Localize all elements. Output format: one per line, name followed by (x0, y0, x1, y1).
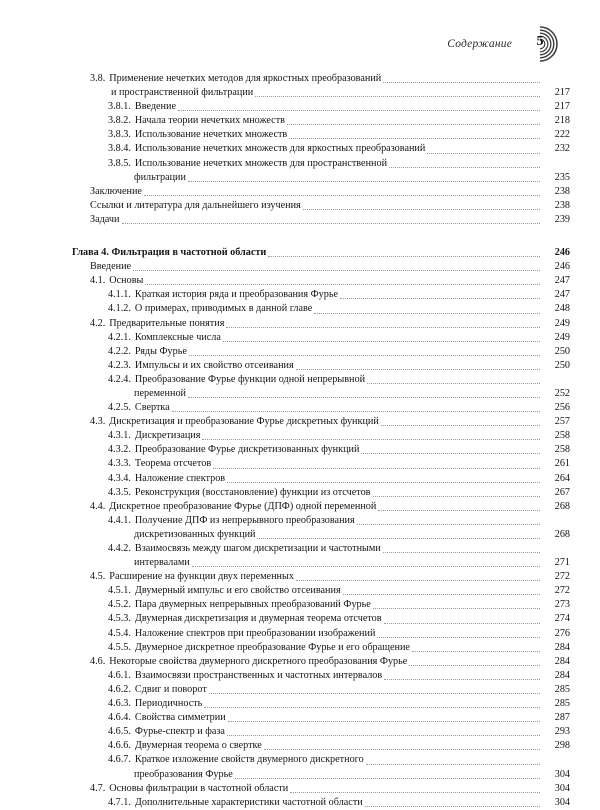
page-number: 5 (536, 34, 544, 49)
dot-leader (427, 152, 540, 154)
toc-entry-page: 218 (554, 115, 570, 127)
toc-entry-title: Использование нечетких множеств для яркостных преобразований (134, 143, 426, 155)
toc-entry[interactable] (0, 302, 570, 316)
toc-entry-title: Заключение (90, 185, 142, 197)
toc-entry-page: 235 (554, 171, 570, 183)
toc-entry-page: 285 (554, 683, 570, 695)
toc-entry[interactable] (0, 185, 570, 199)
toc-entry-page: 247 (554, 289, 570, 301)
toc-entry-page: 217 (554, 101, 570, 113)
toc-entry-title: Теорема отсчетов (134, 458, 212, 470)
toc-entry-body (90, 570, 542, 584)
toc-entry-number: 3.8.2. (108, 115, 131, 127)
dot-leader (367, 382, 540, 384)
toc-entry[interactable] (0, 86, 570, 100)
toc-entry-title: Двумерная теорема о свертке (134, 740, 262, 752)
dot-leader (188, 396, 540, 398)
toc-entry-body (108, 753, 542, 767)
toc-entry-page: 284 (554, 641, 570, 653)
toc-entry-page: 272 (554, 585, 570, 597)
toc-entry-number: 4.6.4. (108, 712, 131, 724)
dot-leader (303, 208, 540, 210)
toc-entry-page: 271 (554, 557, 570, 569)
toc-entry[interactable] (0, 697, 570, 711)
dot-leader (122, 222, 541, 224)
dot-leader (373, 495, 541, 497)
dot-leader (377, 636, 540, 638)
toc-entry-title: Дискретное преобразование Фурье (ДПФ) одной переменной (109, 500, 377, 512)
toc-entry-title: Свойства симметрии (134, 712, 226, 724)
toc-entry-body (90, 500, 542, 514)
toc-entry-body (108, 627, 542, 641)
toc-entry-page: 238 (554, 199, 570, 211)
toc-entry[interactable] (0, 584, 570, 598)
dot-leader (257, 537, 540, 539)
toc-entry[interactable] (0, 753, 570, 767)
toc-entry-body (90, 317, 542, 331)
dot-leader (255, 95, 540, 97)
toc-entry-body (108, 373, 542, 387)
dot-leader (343, 593, 540, 595)
toc-entry-number: 4.2.4. (108, 373, 131, 385)
toc-entry-body (90, 655, 542, 669)
toc-entry-body (108, 683, 542, 697)
dot-leader (378, 509, 540, 511)
toc-entry-body (108, 669, 542, 683)
toc-entry[interactable] (0, 373, 570, 387)
toc-entry-body (90, 274, 542, 288)
toc-entry-title: Глава 4. Фильтрация в частотной области (72, 247, 267, 259)
dot-leader (296, 368, 540, 370)
toc-entry-number: 4.5. (90, 571, 106, 583)
toc-entry[interactable] (0, 359, 570, 373)
toc-entry-page: 293 (554, 726, 570, 738)
dot-leader (314, 312, 540, 314)
toc-entry-body (108, 739, 542, 753)
toc-entry[interactable] (0, 472, 570, 486)
toc-entry[interactable] (0, 331, 570, 345)
dot-leader (357, 523, 540, 525)
toc-entry[interactable] (0, 345, 570, 359)
table-of-contents (0, 72, 600, 810)
toc-entry-title: О примерах, приводимых в данной главе (134, 303, 313, 315)
toc-entry-number: 4.5.4. (108, 627, 131, 639)
dot-leader (340, 297, 540, 299)
toc-entry-number: 4.1.2. (108, 303, 131, 315)
running-head-title: Содержание (447, 38, 512, 50)
toc-entry-title: Применение нечетких методов для яркостных преобразований (109, 73, 382, 84)
toc-entry[interactable] (0, 142, 570, 156)
toc-entry-page: 273 (554, 599, 570, 611)
toc-entry-title: Дополнительные характеристики частотной области (134, 796, 363, 808)
toc-entry-body (108, 128, 542, 142)
toc-entry-body (134, 387, 542, 401)
toc-entry-title: Дискретизация (134, 430, 201, 442)
toc-entry-number: 4.2.1. (108, 331, 131, 343)
toc-entry-title: Двумерный импульс и его свойство отсеивания (134, 585, 341, 597)
toc-entry-body (108, 612, 542, 626)
toc-entry-body (72, 246, 542, 260)
toc-entry-number: 4.6.6. (108, 740, 131, 752)
toc-entry[interactable] (0, 768, 570, 782)
toc-entry-page: 258 (554, 430, 570, 442)
toc-entry-body (108, 114, 542, 128)
toc-entry[interactable] (0, 641, 570, 655)
toc-entry-page: 247 (554, 275, 570, 287)
dot-leader (227, 481, 540, 483)
toc-entry-number: 3.8.5. (108, 157, 131, 169)
section-spacer (0, 227, 570, 246)
toc-entry-title: Реконструкция (восстановление) функции из отсчетов (134, 486, 371, 498)
toc-entry-title: Преобразование Фурье функции одной непрерывной (134, 373, 366, 385)
dot-leader (268, 255, 540, 257)
toc-entry-number: 4.3. (90, 416, 106, 428)
toc-entry-page: 252 (554, 387, 570, 399)
toc-entry-number: 4.6.2. (108, 683, 131, 695)
toc-entry[interactable] (0, 100, 570, 114)
toc-entry-body (108, 725, 542, 739)
folio-ornament (526, 23, 570, 65)
toc-entry-number: 4.3.1. (108, 430, 131, 442)
toc-entry-body (108, 100, 542, 114)
toc-entry-body (108, 486, 542, 500)
toc-entry[interactable] (0, 669, 570, 683)
toc-entry-body (108, 331, 542, 345)
dot-leader (389, 166, 540, 168)
toc-entry-page: 232 (554, 143, 570, 155)
dot-leader (289, 137, 540, 139)
toc-entry-body (108, 457, 542, 471)
toc-entry-page: 239 (554, 213, 570, 225)
dot-leader (228, 720, 540, 722)
toc-entry-body (108, 711, 542, 725)
toc-entry[interactable] (0, 528, 570, 542)
toc-entry-title: Сдвиг и поворот (134, 683, 207, 695)
toc-entry-body (108, 359, 542, 373)
toc-entry-body (108, 697, 542, 711)
toc-entry-number: 3.8.3. (108, 129, 131, 141)
dot-leader (213, 467, 540, 469)
toc-entry-page: 284 (554, 655, 570, 667)
toc-entry-number: 4.2. (90, 317, 106, 329)
toc-entry-title: фильтрации (134, 171, 186, 183)
toc-entry-title: Получение ДПФ из непрерывного преобразования (134, 514, 355, 526)
dot-leader (384, 622, 540, 624)
toc-entry-body (108, 598, 542, 612)
toc-entry[interactable] (0, 429, 570, 443)
toc-entry-number: 4.2.5. (108, 402, 131, 414)
toc-entry-page: 304 (554, 768, 570, 780)
toc-entry[interactable] (0, 739, 570, 753)
toc-entry[interactable] (0, 171, 570, 185)
toc-entry-page: 268 (554, 528, 570, 540)
toc-entry-body (108, 142, 542, 156)
dot-leader (296, 579, 540, 581)
toc-entry[interactable] (0, 612, 570, 626)
toc-entry[interactable] (0, 655, 570, 669)
toc-entry[interactable] (0, 514, 570, 528)
toc-entry-page: 256 (554, 402, 570, 414)
toc-entry-number: 4.3.5. (108, 486, 131, 498)
toc-entry-number: 3.8.4. (108, 143, 131, 155)
toc-entry-title: Двумерное дискретное преобразование Фурье и его обращение (134, 641, 410, 653)
toc-entry-body (90, 782, 542, 796)
toc-entry-title: и пространственной фильтрации (111, 87, 254, 99)
dot-leader (384, 678, 540, 680)
toc-entry-title: Пара двумерных непрерывных преобразований Фурье (134, 599, 371, 611)
toc-entry-page: 258 (554, 444, 570, 456)
toc-entry[interactable] (0, 500, 570, 514)
toc-entry-title: Фурье-спектр и фаза (134, 726, 225, 738)
toc-entry-page: 287 (554, 712, 570, 724)
toc-entry-title: Использование нечетких множеств для пространственной (134, 157, 388, 169)
toc-entry-number: 4.2.3. (108, 359, 131, 371)
toc-entry-number: 4.3.4. (108, 472, 131, 484)
toc-entry[interactable] (0, 401, 570, 415)
toc-entry-title: Введение (134, 101, 176, 113)
toc-entry[interactable] (0, 213, 570, 227)
dot-leader (144, 194, 540, 196)
toc-entry-number: 4.6.1. (108, 669, 131, 681)
toc-entry-title: Начала теории нечетких множеств (134, 115, 285, 127)
toc-entry-page: 261 (554, 458, 570, 470)
dot-leader (366, 763, 540, 765)
toc-entry-body (90, 199, 542, 213)
toc-entry-page: 304 (554, 796, 570, 808)
page-header (447, 22, 570, 66)
toc-entry-page: 257 (554, 416, 570, 428)
toc-entry-title: Дискретизация и преобразование Фурье дискретных функций (109, 416, 379, 428)
toc-entry-body (90, 72, 542, 86)
toc-entry-number: 3.8.1. (108, 101, 131, 113)
toc-entry[interactable] (0, 542, 570, 556)
toc-entry-body (108, 514, 542, 528)
toc-entry[interactable] (0, 598, 570, 612)
toc-entry-number: 4.6.7. (108, 754, 131, 766)
toc-entry-page: 285 (554, 698, 570, 710)
toc-entry-body (108, 796, 542, 810)
toc-entry[interactable] (0, 72, 570, 86)
toc-entry-title: Наложение спектров (134, 472, 226, 484)
dot-leader (381, 424, 540, 426)
toc-entry-page: 304 (554, 782, 570, 794)
dot-leader (226, 326, 540, 328)
dot-leader (290, 791, 540, 793)
toc-entry-page: 250 (554, 345, 570, 357)
toc-entry-body (108, 401, 542, 415)
dot-leader (227, 734, 540, 736)
toc-entry[interactable] (0, 199, 570, 213)
toc-entry-title: Использование нечетких множеств (134, 129, 288, 141)
toc-entry[interactable] (0, 486, 570, 500)
toc-entry-body (108, 157, 542, 171)
toc-entry-page: 222 (554, 129, 570, 141)
toc-entry-number: 4.7. (90, 782, 106, 794)
toc-entry[interactable] (0, 157, 570, 171)
toc-entry-number: 4.4. (90, 500, 106, 512)
toc-entry-number: 4.5.5. (108, 641, 131, 653)
toc-entry-number: 4.6. (90, 655, 106, 667)
toc-entry-number: 4.3.2. (108, 444, 131, 456)
dot-leader (235, 777, 540, 779)
toc-entry-number: 4.5.3. (108, 613, 131, 625)
toc-entry[interactable] (0, 556, 570, 570)
toc-entry-number: 4.6.5. (108, 726, 131, 738)
toc-entry-title: интервалами (134, 557, 190, 569)
toc-entry-number: 4.4.2. (108, 543, 131, 554)
toc-entry-title: Взаимосвязь между шагом дискретизации и частотными (134, 543, 381, 554)
dot-leader (188, 180, 540, 182)
toc-entry-title: дискретизованных функций (134, 528, 256, 540)
dot-leader (409, 664, 540, 666)
toc-entry[interactable] (0, 725, 570, 739)
dot-leader (383, 81, 540, 83)
dot-leader (361, 452, 540, 454)
toc-entry-body (108, 472, 542, 486)
toc-entry-body (90, 185, 542, 199)
toc-entry-title: Двумерная дискретизация и двумерная теорема отсчетов (134, 613, 382, 625)
toc-entry-number: 4.6.3. (108, 698, 131, 710)
toc-entry-body (108, 345, 542, 359)
toc-entry-body (134, 556, 542, 570)
dot-leader (412, 650, 540, 652)
toc-entry[interactable] (0, 128, 570, 142)
toc-entry-page: 268 (554, 500, 570, 512)
toc-entry[interactable] (0, 782, 570, 796)
dot-leader (145, 283, 540, 285)
toc-entry-title: Задачи (90, 213, 120, 225)
toc-entry[interactable] (0, 288, 570, 302)
dot-leader (189, 354, 540, 356)
toc-entry-title: Краткая история ряда и преобразования Фурье (134, 289, 339, 301)
toc-entry-page: 276 (554, 627, 570, 639)
toc-entry-page: 217 (554, 87, 570, 99)
toc-entry-body (108, 584, 542, 598)
toc-entry-body (90, 260, 542, 274)
toc-chapter-entry[interactable] (0, 246, 570, 260)
toc-entry-number: 4.5.2. (108, 599, 131, 611)
toc-entry[interactable] (0, 114, 570, 128)
toc-entry-page: 284 (554, 669, 570, 681)
toc-entry-title: Импульсы и их свойство отсеивания (134, 359, 294, 371)
toc-entry-number: 4.3.3. (108, 458, 131, 470)
toc-entry-page: 264 (554, 472, 570, 484)
dot-leader (223, 340, 540, 342)
toc-entry[interactable] (0, 683, 570, 697)
dot-leader (383, 551, 540, 553)
toc-entry-body (134, 528, 542, 542)
toc-entry-number: 4.1. (90, 275, 106, 287)
dot-leader (287, 123, 540, 125)
toc-entry-body (134, 171, 542, 185)
toc-entry-number: 4.5.1. (108, 585, 131, 597)
toc-entry-number: 4.1.1. (108, 289, 131, 301)
toc-entry[interactable] (0, 260, 570, 274)
dot-leader (264, 748, 540, 750)
dot-leader (133, 269, 540, 271)
toc-entry-page: 246 (554, 247, 570, 259)
toc-entry-page: 274 (554, 613, 570, 625)
dot-leader (373, 607, 540, 609)
dot-leader (209, 692, 540, 694)
toc-entry-title: Некоторые свойства двумерного дискретного преобразования Фурье (109, 655, 408, 667)
toc-entry-page: 250 (554, 359, 570, 371)
toc-entry-title: Краткое изложение свойств двумерного дискретного (134, 754, 364, 766)
toc-entry-title: Ряды Фурье (134, 345, 187, 357)
toc-entry-page: 249 (554, 317, 570, 329)
dot-leader (172, 410, 540, 412)
toc-entry-body (108, 288, 542, 302)
toc-entry-number: 4.2.2. (108, 345, 131, 357)
toc-entry[interactable] (0, 796, 570, 810)
toc-entry[interactable] (0, 415, 570, 429)
dot-leader (365, 805, 540, 807)
toc-entry-page: 272 (554, 571, 570, 583)
toc-entry-number: 4.4.1. (108, 514, 131, 526)
toc-entry-title: преобразования Фурье (134, 768, 233, 780)
toc-entry-page: 267 (554, 486, 570, 498)
toc-entry-body (134, 768, 542, 782)
dot-leader (178, 109, 540, 111)
toc-entry-body (108, 542, 542, 556)
toc-entry-body (108, 641, 542, 655)
toc-entry-number: 3.8. (90, 73, 106, 84)
toc-entry-title: Предварительные понятия (109, 317, 225, 329)
dot-leader (192, 565, 540, 567)
toc-entry[interactable] (0, 387, 570, 401)
toc-entry-title: Основы фильтрации в частотной области (109, 782, 289, 794)
toc-entry-page: 298 (554, 740, 570, 752)
toc-entry-title: Периодичность (134, 698, 203, 710)
toc-entry[interactable] (0, 711, 570, 725)
toc-entry[interactable] (0, 443, 570, 457)
toc-entry-page: 246 (554, 261, 570, 273)
toc-entry[interactable] (0, 317, 570, 331)
toc-entry-title: Взаимосвязи пространственных и частотных интервалов (134, 669, 383, 681)
toc-entry-title: Преобразование Фурье дискретизованных функций (134, 444, 360, 456)
toc-entry-title: Расширение на функции двух переменных (109, 571, 294, 583)
toc-entry[interactable] (0, 457, 570, 471)
dot-leader (202, 438, 540, 440)
toc-entry-page: 248 (554, 303, 570, 315)
toc-entry[interactable] (0, 570, 570, 584)
toc-entry-title: переменной (134, 387, 187, 399)
toc-entry-body (108, 443, 542, 457)
toc-entry-page: 238 (554, 185, 570, 197)
toc-entry-body (111, 86, 542, 100)
toc-entry-body (108, 302, 542, 316)
toc-entry[interactable] (0, 627, 570, 641)
toc-entry-title: Основы (109, 275, 144, 287)
toc-entry-body (90, 415, 542, 429)
toc-entry-title: Введение (90, 261, 132, 273)
toc-entry-title: Свертка (134, 402, 170, 414)
toc-entry-title: Комплексные числа (134, 331, 221, 343)
toc-entry-body (90, 213, 542, 227)
toc-entry-number: 4.7.1. (108, 796, 131, 808)
dot-leader (204, 706, 540, 708)
toc-entry-title: Наложение спектров при преобразовании изображений (134, 627, 376, 639)
toc-entry-title: Ссылки и литература для дальнейшего изучения (90, 199, 301, 211)
toc-entry[interactable] (0, 274, 570, 288)
toc-entry-page: 249 (554, 331, 570, 343)
toc-entry-body (108, 429, 542, 443)
